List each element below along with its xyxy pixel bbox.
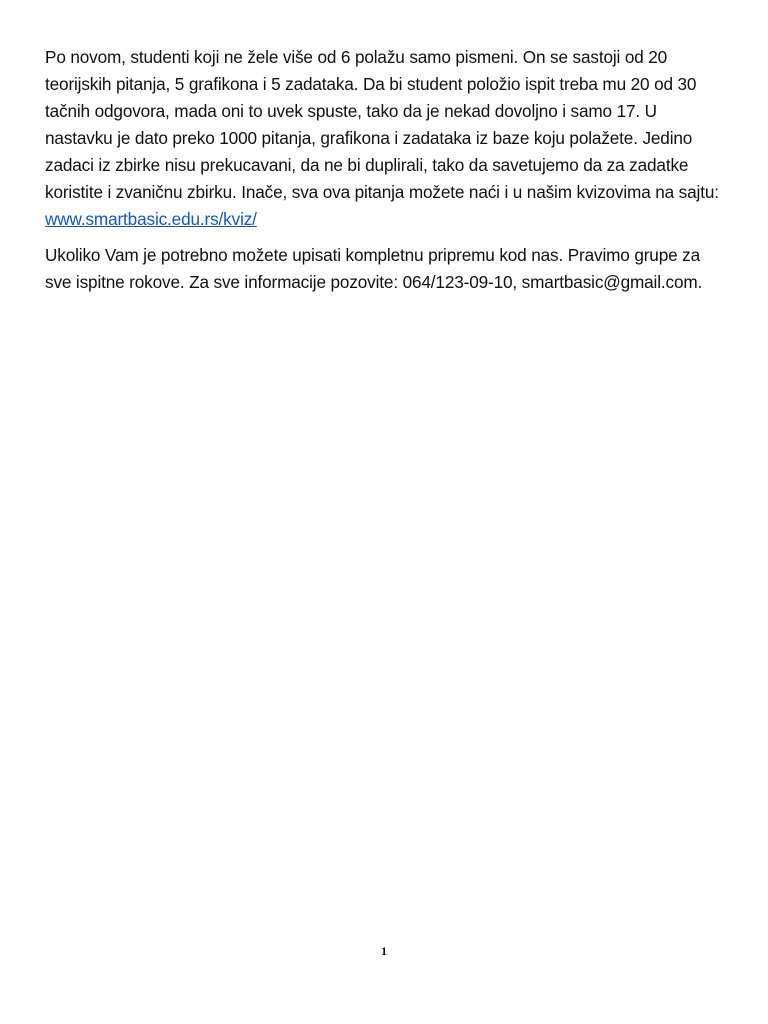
document-body <box>45 44 725 305</box>
paragraph-exam-info <box>45 44 725 233</box>
paragraph-exam-info-text: Po novom, studenti koji ne žele više od 6 polažu samo pismeni. On se sastoji od 20 teorijskih pitanja, 5 grafikona i 5 zadataka. Da bi student položio ispit treba mu 20 od 30 tačnih odgovora, mada oni to uvek spuste, tako da je nekad dovoljno i samo 17. U nastavku je dato preko 1000 pitanja, grafikona i zadataka iz baze koju polažete. Jedino zadaci iz zbirke nisu prekucavani, da ne bi duplirali, tako da savetujemo da za zadatke koristite i zvaničnu zbirku. Inače, sva ova pitanja možete naći i u našim kvizovima na sajtu: <box>45 47 719 202</box>
paragraph-contact-info: Ukoliko Vam je potrebno možete upisati kompletnu pripremu kod nas. Pravimo grupe za sve ispitne rokove. Za sve informacije pozovite: 064/123-09-10, smartbasic@gmail.com. <box>45 245 703 292</box>
quiz-website-link[interactable]: www.smartbasic.edu.rs/kviz/ <box>45 209 257 229</box>
page-number: 1 <box>381 944 387 958</box>
